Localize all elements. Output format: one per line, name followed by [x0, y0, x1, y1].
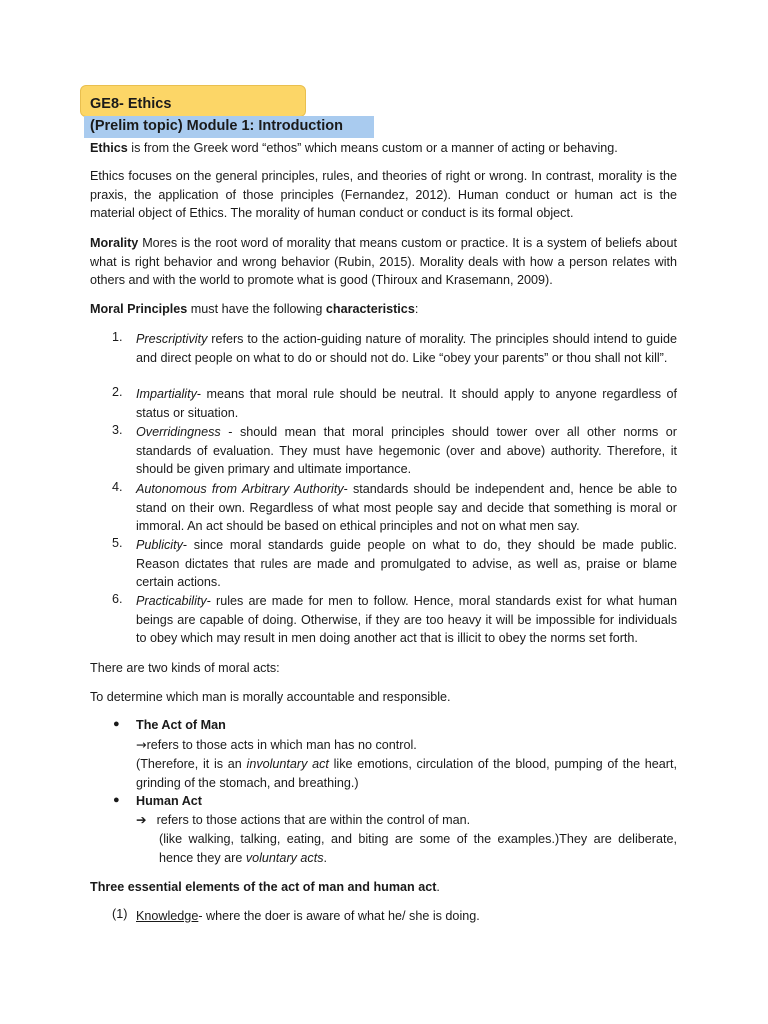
item-text: - should mean that moral principles should tower over all other norms or standards of evaluation. They must have hegemonic (over and above) authority. Therefore, it should be given primary and ultimate importance.	[136, 425, 677, 476]
module-subtitle: (Prelim topic) Module 1: Introduction	[84, 116, 374, 138]
item-text: - since moral standards guide people on what to do, they should be made public. Reason dictates that rules are made and promulgated to advise, as well as, praise or blame certain actions.	[136, 538, 677, 589]
list-item	[136, 480, 677, 536]
list-item	[136, 592, 677, 648]
item-term: Impartiality	[136, 387, 197, 401]
element-item-text: - where the doer is aware of what he/ she is doing.	[198, 909, 480, 923]
list-item-number: 3.	[112, 423, 123, 437]
list-item	[136, 330, 677, 367]
act-of-man-description	[136, 755, 677, 792]
act-of-man-heading: The Act of Man	[136, 718, 226, 732]
element-item	[136, 907, 677, 926]
act-of-man-paren-pre: (Therefore, it is an	[136, 757, 247, 771]
ethics-focus-paragraph: Ethics focuses on the general principles, rules, and theories of right or wrong. In contrast, morality is the praxis, the application of those principles (Fernandez, 2012). Human conduct or human act is the material object of Ethics. The morality of human conduct or conduct is its formal object.	[90, 169, 677, 220]
elements-heading	[90, 878, 677, 897]
act-of-man-paren-post: like emotions, circulation of the blood, pumping of the heart, grinding of the stomach, and breathing.)	[136, 757, 677, 790]
human-act-description	[159, 830, 677, 867]
human-act-arrow-text: refers to those actions that are within the control of man.	[156, 813, 471, 827]
human-act-arrow-line	[136, 811, 677, 830]
determine-text: To determine which man is morally accountable and responsible.	[90, 690, 451, 704]
principles-term: Moral Principles	[90, 302, 188, 316]
list-item-number: 1.	[112, 330, 123, 344]
principles-end-text: :	[414, 302, 419, 316]
principles-mid-text: must have the following	[187, 302, 326, 316]
act-of-man-title	[136, 716, 677, 735]
document-title: GE8- Ethics	[90, 96, 172, 112]
item-term: Practicability	[136, 594, 207, 608]
principles-intro	[90, 300, 677, 319]
involuntary-act-term: involuntary act	[246, 757, 329, 771]
act-of-man-arrow-line	[136, 736, 677, 755]
two-kinds-text: There are two kinds of moral acts:	[90, 661, 280, 675]
elements-heading-end: .	[436, 880, 440, 894]
human-act-paren-post: .	[323, 850, 328, 865]
morality-def-text: Mores is the root word of morality that means custom or practice. It is a system of beliefs about what is right behavior and wrong behavior (Rubin, 2015). Morality deals with how a person relates with others and with the world to promote what is good (Thiroux and Krasemann, 2009).	[90, 236, 677, 287]
act-of-man-arrow-text: refers to those acts in which man has no control.	[146, 738, 417, 752]
elements-heading-text: Three essential elements of the act of man and human act	[90, 880, 437, 894]
ethics-term: Ethics	[90, 141, 128, 155]
human-act-title	[136, 792, 677, 811]
knowledge-term: Knowledge	[136, 909, 199, 923]
human-act-paren-pre: (like walking, talking, eating, and biting are some of the examples.)They are deliberate, hence they are	[159, 832, 677, 865]
list-item-number: 5.	[112, 536, 123, 550]
item-text: - means that moral rule should be neutral. It should apply to anyone regardless of status or situation.	[136, 387, 677, 420]
bullet-icon: ●	[113, 794, 120, 806]
item-term: Publicity	[136, 538, 183, 552]
list-item-number: 4.	[112, 480, 123, 494]
right-arrow-icon: →	[136, 737, 147, 752]
morality-paragraph	[90, 234, 677, 290]
item-term: Overridingness	[136, 425, 221, 439]
bullet-icon: ●	[113, 718, 120, 730]
human-act-heading: Human Act	[136, 794, 203, 808]
list-item-number: 6.	[112, 592, 123, 606]
morality-term: Morality	[90, 236, 139, 250]
item-term: Prescriptivity	[136, 332, 208, 346]
list-item	[136, 423, 677, 479]
list-item	[136, 385, 677, 422]
ethics-definition	[90, 139, 677, 158]
item-text: - rules are made for men to follow. Hence, moral standards exist for what human beings are capable of doing. Otherwise, if they are too heavy it will be impossible for individuals to obey which may result in men doing another act that is illicit to obey the norms set forth.	[136, 594, 677, 645]
voluntary-acts-term: voluntary acts	[245, 850, 324, 865]
item-text: refers to the action-guiding nature of morality. The principles should intend to guide and direct people on what to do or should not do. Like “obey your parents” or thou shall not kill”.	[136, 332, 677, 365]
ethics-def-text: is from the Greek word “ethos” which means custom or a manner of acting or behaving.	[127, 141, 618, 155]
characteristics-term: characteristics	[325, 302, 415, 316]
item-term: Autonomous from Arbitrary Authority	[136, 482, 344, 496]
element-item-number: (1)	[112, 907, 128, 921]
right-arrow-icon: ➔	[136, 812, 147, 827]
item-text: - standards should be independent and, hence be able to stand on their own. Regardless of what most people say and decide that something is moral or immoral. An act should be based on ethical principles and not on what men say.	[136, 482, 677, 533]
list-item-number: 2.	[112, 385, 123, 399]
list-item	[136, 536, 677, 592]
